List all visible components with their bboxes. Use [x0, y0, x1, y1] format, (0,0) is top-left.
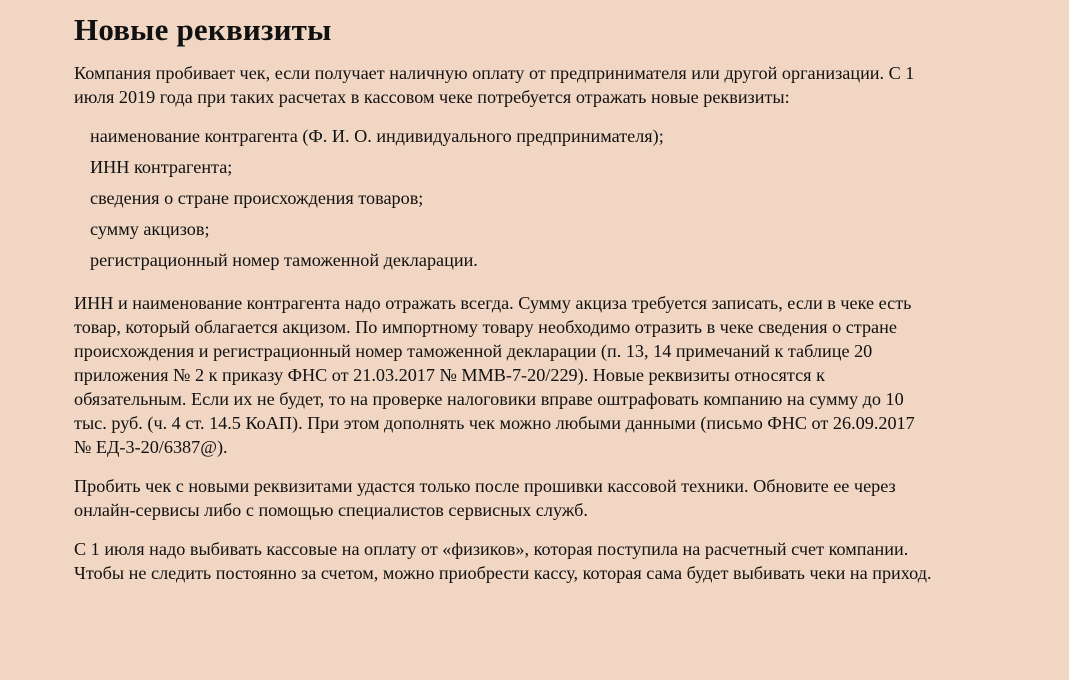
article-heading: Новые реквизиты — [74, 12, 332, 47]
intro-paragraph: Компания пробивает чек, если получает наличную оплату от предпринимателя или другой организации. С 1 июля 2019 года при таких расчетах в кассовом чеке потребуется отражать новые реквизиты: — [74, 63, 915, 107]
inn-paragraph: ИНН и наименование контрагента надо отражать всегда. Сумму акциза требуется записать, если в чеке есть товар, который облагается акцизом. По импортному товару необходимо отразить в чеке сведения о стране происхождения и регистрационный номер таможенной декларации (п. 13, 14 примечаний к таблице 20 приложения № 2 к приказу ФНС от 21.03.2017 № ММВ-7-20/229). Новые реквизиты относятся к обязательным. Если их не будет, то на проверке налоговики вправе оштрафовать компанию на сумму до 10 тыс. руб. (ч. 4 ст. 14.5 КоАП). При этом дополнять чек можно любыми данными (письмо ФНС от 26.09.2017 № ЕД-3-20/6387@). — [74, 293, 915, 457]
article — [0, 12, 1069, 680]
requisites-list — [74, 124, 1069, 272]
individuals-payment-paragraph: С 1 июля надо выбивать кассовые на оплату от «физиков», которая поступила на расчетный счет компании. Чтобы не следить постоянно за счетом, можно приобрести кассу, которая сама будет выбивать чеки на приход. — [74, 539, 932, 583]
list-item: регистрационный номер таможенной декларации. — [90, 250, 478, 270]
firmware-paragraph: Пробить чек с новыми реквизитами удастся только после прошивки кассовой техники. Обновите ее через онлайн-сервисы либо с помощью специалистов сервисных служб. — [74, 476, 896, 520]
list-item: ИНН контрагента; — [90, 157, 233, 177]
list-item: сумму акцизов; — [90, 219, 210, 239]
list-item: наименование контрагента (Ф. И. О. индивидуального предпринимателя); — [90, 126, 664, 146]
list-item: сведения о стране происхождения товаров; — [90, 188, 424, 208]
